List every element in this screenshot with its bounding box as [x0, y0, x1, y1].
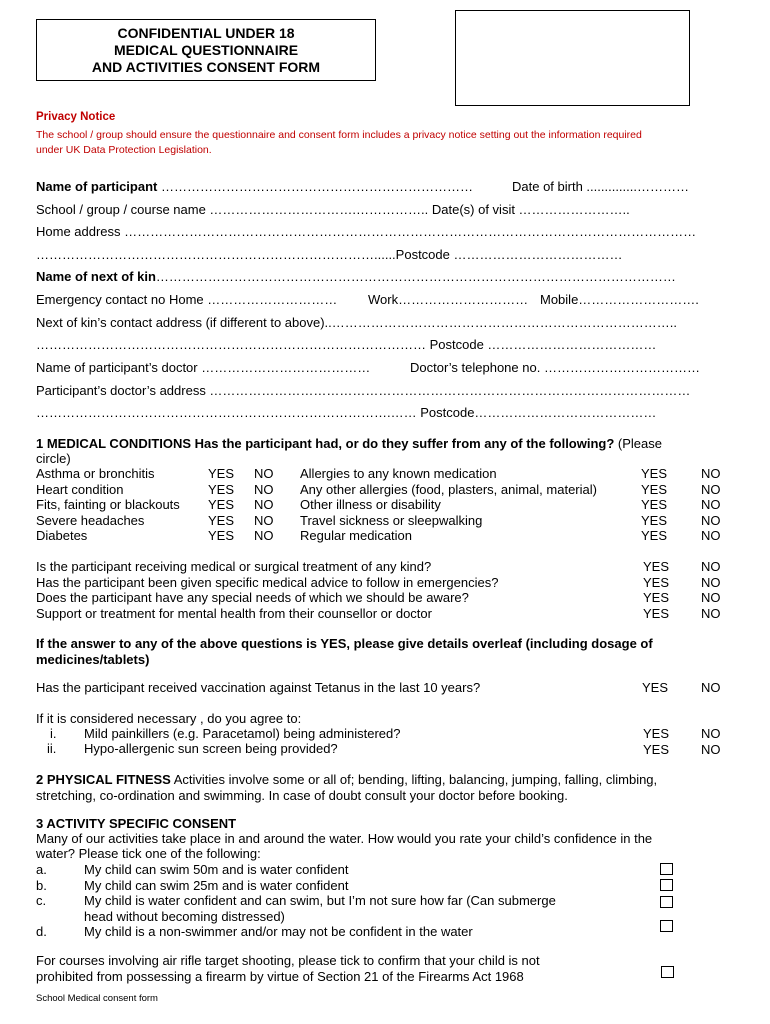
rifle-line-2: prohibited from possessing a firearm by virtue of Section 21 of the Firearms Act 1968: [36, 969, 524, 984]
yes-option[interactable]: YES: [208, 497, 235, 512]
no-option[interactable]: NO: [254, 497, 274, 512]
condition-label: Any other allergies (food, plasters, animal, material): [300, 481, 597, 497]
yes-option[interactable]: YES: [641, 512, 668, 528]
yes-option[interactable]: YES: [641, 481, 668, 497]
option-letter: [36, 909, 47, 925]
next-of-kin-dots: …………………………………………………………………………………………………………: [155, 269, 676, 284]
condition-label: Other illness or disability: [300, 497, 441, 512]
no-option[interactable]: NO: [701, 559, 721, 574]
swim-option-letters: [36, 862, 47, 940]
privacy-text-line-2: under UK Data Protection Legislation.: [36, 144, 212, 156]
no-option[interactable]: NO: [701, 590, 721, 605]
condition-label: Travel sickness or sleepwalking: [300, 512, 483, 528]
participant-name-dots: ………………………………………………………………: [157, 179, 473, 194]
option-text: My child is a non-swimmer and/or may not be confident in the water: [84, 924, 473, 939]
section3-heading: 3 ACTIVITY SPECIFIC CONSENT: [36, 816, 237, 831]
agree-intro: If it is considered necessary , do you agree to:: [36, 711, 302, 726]
dob-field[interactable]: Date of birth ..............…………: [512, 179, 689, 194]
yes-option[interactable]: YES: [643, 605, 670, 621]
agree-item-num: i.: [50, 726, 57, 741]
agree-item-text: Mild painkillers (e.g. Paracetamol) being administered?: [84, 726, 401, 741]
nok-address-field[interactable]: Next of kin’s contact address (if different to above)..……………………………………………………………………..: [36, 315, 678, 330]
yes-option[interactable]: YES: [643, 559, 670, 574]
participant-name-label: Name of participant: [36, 179, 158, 194]
yes-option[interactable]: YES: [643, 726, 670, 741]
section1-heading-suffix: (Please: [614, 436, 662, 451]
participant-name-field[interactable]: [36, 179, 473, 194]
emergency-home-field[interactable]: Emergency contact no Home …………………………: [36, 292, 338, 307]
yes-option[interactable]: YES: [641, 497, 668, 512]
agree-no-column: [701, 726, 721, 757]
photo-box: [455, 10, 690, 106]
option-letter: d.: [36, 924, 47, 939]
swim-option-c-checkbox[interactable]: [660, 896, 673, 908]
nok-postcode-field[interactable]: ……………………………………………………………………………… Postcode …………………………………: [36, 337, 657, 352]
next-of-kin-field[interactable]: [36, 269, 676, 284]
swim-option-a-checkbox[interactable]: [660, 863, 673, 875]
section3-intro-1: Many of our activities take place in and around the water. How would you rate your child’s confidence in the: [36, 831, 653, 846]
doctor-phone-field[interactable]: Doctor’s telephone no. ………………………………: [410, 360, 700, 375]
yes-option[interactable]: YES: [208, 481, 235, 497]
privacy-heading: Privacy Notice: [36, 111, 116, 123]
option-text: My child can swim 50m and is water confident: [84, 862, 349, 877]
doctor-address-field[interactable]: Participant’s doctor’s address …………………………………………………………………………………………………: [36, 383, 691, 398]
doctor-postcode-field[interactable]: ……………………………………………………………………….…… Postcode……………………………………: [36, 405, 657, 420]
question-label: Does the participant have any special needs of which we should be aware?: [36, 590, 469, 605]
no-option[interactable]: NO: [254, 512, 274, 528]
condition-label: Severe headaches: [36, 512, 145, 528]
no-option[interactable]: NO: [701, 481, 721, 497]
rifle-line-1: For courses involving air rifle target shooting, please tick to confirm that your child is not: [36, 953, 540, 968]
emergency-work-field[interactable]: Work…………………………: [368, 292, 529, 307]
option-letter: a.: [36, 862, 47, 877]
emergency-mobile-field[interactable]: Mobile……………………….: [540, 292, 699, 307]
option-letter: b.: [36, 877, 47, 893]
footer-text: School Medical consent form: [36, 993, 158, 1004]
no-option[interactable]: NO: [701, 497, 721, 512]
section2-line-1: [36, 772, 657, 787]
yes-option[interactable]: YES: [641, 466, 668, 481]
home-address-field[interactable]: Home address ……………………………………………………………………………………………………………………: [36, 224, 697, 239]
agree-yes-column: [643, 726, 669, 757]
section2-heading: 2 PHYSICAL FITNESS: [36, 772, 171, 787]
question-label: Has the participant been given specific medical advice to follow in emergencies?: [36, 574, 499, 590]
question-label: Support or treatment for mental health from their counsellor or doctor: [36, 605, 432, 621]
option-text: head without becoming distressed): [84, 908, 285, 924]
yes-option[interactable]: YES: [643, 574, 670, 590]
tetanus-question: Has the participant received vaccination against Tetanus in the last 10 years?: [36, 680, 481, 695]
yes-option[interactable]: YES: [208, 466, 235, 481]
school-field[interactable]: School / group / course name …………………………….…………….. Date(s) of visit ……………………..: [36, 202, 630, 217]
right-yes-column: [641, 466, 667, 544]
doctor-name-field[interactable]: Name of participant’s doctor …………………………………: [36, 360, 371, 375]
left-yes-column: [208, 466, 234, 544]
option-letter: c.: [36, 893, 47, 908]
condition-label: Asthma or bronchitis: [36, 466, 155, 481]
swim-option-d-checkbox[interactable]: [660, 920, 673, 932]
swim-option-texts: [84, 862, 556, 940]
yes-option[interactable]: YES: [208, 512, 235, 528]
home-postcode-field[interactable]: ……………………………………………………………………......Postcode …………………………………: [36, 247, 623, 262]
no-option[interactable]: NO: [701, 528, 721, 543]
details-note-line-2: medicines/tablets): [36, 652, 150, 667]
form-title: [36, 19, 376, 81]
no-option[interactable]: NO: [254, 528, 274, 543]
right-conditions-list: [300, 466, 597, 544]
no-option[interactable]: NO: [701, 605, 721, 621]
section1-heading-text: 1 MEDICAL CONDITIONS Has the participant had, or do they suffer from any of the following?: [36, 436, 615, 451]
no-option[interactable]: NO: [701, 574, 721, 590]
condition-label: Allergies to any known medication: [300, 466, 497, 481]
questions-yes-column: [643, 559, 669, 621]
condition-label: Heart condition: [36, 481, 124, 497]
no-option[interactable]: NO: [701, 726, 721, 741]
no-option[interactable]: NO: [701, 466, 721, 481]
tetanus-yes[interactable]: YES: [642, 680, 669, 695]
no-option[interactable]: NO: [701, 741, 721, 757]
yes-option[interactable]: YES: [208, 528, 235, 543]
agree-item-text: Hypo-allergenic sun screen being provided?: [84, 741, 338, 756]
privacy-text: [36, 128, 736, 158]
section2-text-2: stretching, co-ordination and swimming. In case of doubt consult your doctor before booking.: [36, 788, 568, 803]
condition-label: Fits, fainting or blackouts: [36, 497, 180, 512]
question-label: Is the participant receiving medical or surgical treatment of any kind?: [36, 559, 432, 574]
rifle-confirm-checkbox[interactable]: [661, 966, 674, 978]
condition-label: Regular medication: [300, 528, 413, 543]
section3-intro-2: water? Please tick one of the following:: [36, 846, 261, 861]
no-option[interactable]: NO: [254, 466, 274, 481]
treatment-questions: [36, 559, 498, 621]
option-text: My child is water confident and can swim, but I’m not sure how far (Can submerge: [84, 893, 556, 908]
next-of-kin-label: Name of next of kin: [36, 269, 156, 284]
title-line-1: CONFIDENTIAL UNDER 18: [117, 25, 295, 41]
yes-option[interactable]: YES: [643, 590, 670, 605]
yes-option[interactable]: YES: [641, 528, 668, 543]
section1-heading-line2: circle): [36, 451, 71, 466]
swim-option-b-checkbox[interactable]: [660, 879, 673, 891]
title-line-2: MEDICAL QUESTIONNAIRE: [113, 42, 299, 58]
agree-item-num: ii.: [47, 741, 57, 756]
privacy-text-line-1: The school / group should ensure the questionnaire and consent form includes a privacy notice setting out the information required: [36, 129, 642, 141]
no-option[interactable]: NO: [254, 481, 274, 497]
tetanus-no[interactable]: NO: [701, 680, 721, 695]
option-text: My child can swim 25m and is water confident: [84, 877, 349, 893]
section2-text-1: Activities involve some or all of; bending, lifting, balancing, jumping, falling, climbing,: [170, 772, 658, 787]
yes-option[interactable]: YES: [643, 741, 670, 757]
section1-heading: [36, 436, 662, 451]
title-line-3: AND ACTIVITIES CONSENT FORM: [91, 59, 321, 75]
questions-no-column: [701, 559, 721, 621]
condition-label: Diabetes: [36, 528, 88, 543]
details-note-line-1: If the answer to any of the above questions is YES, please give details overleaf (including dosage of: [36, 636, 653, 651]
left-no-column: [254, 466, 274, 544]
right-no-column: [701, 466, 721, 544]
no-option[interactable]: NO: [701, 512, 721, 528]
left-conditions-list: [36, 466, 180, 544]
